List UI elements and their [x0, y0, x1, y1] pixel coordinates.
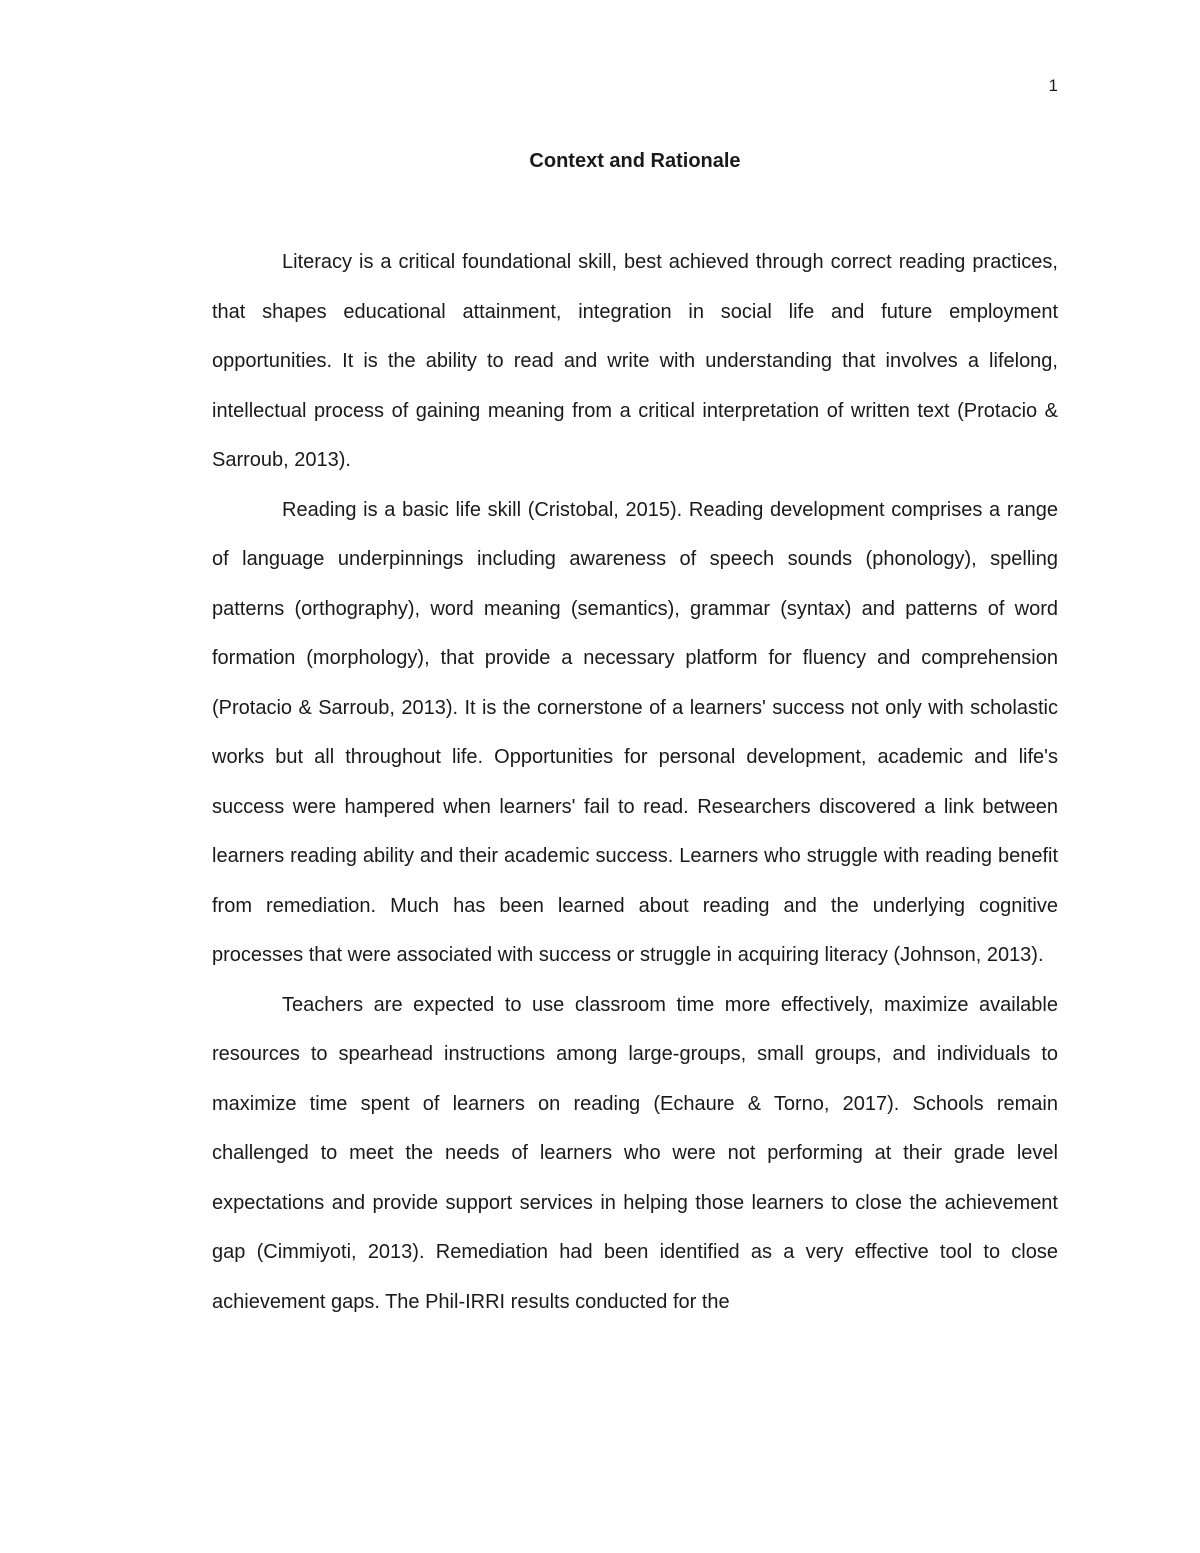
paragraph: Literacy is a critical foundational skill, best achieved through correct reading practices, that shapes educational attainment, integration in social life and future employment opportunities. It is the ability to read and write with understanding that involves a lifelong, intellectual process of gaining meaning from a critical interpretation of written text (Protacio & Sarroub, 2013).	[212, 251, 1058, 471]
page-number: 1	[1048, 76, 1058, 95]
section-heading: Context and Rationale	[529, 150, 741, 172]
paragraph: Teachers are expected to use classroom time more effectively, maximize available resources to spearhead instructions among large-groups, small groups, and individuals to maximize time spent of learners on reading (Echaure & Torno, 2017). Schools remain challenged to meet the needs of learners who were not performing at their grade level expectations and provide support services in helping those learners to close the achievement gap (Cimmiyoti, 2013). Remediation had been identified as a very effective tool to close achievement gaps. The Phil-IRRI results conducted for the	[212, 993, 1058, 1313]
paragraph: Reading is a basic life skill (Cristobal, 2015). Reading development comprises a range of language underpinnings including awareness of speech sounds (phonology), spelling patterns (orthography), word meaning (semantics), grammar (syntax) and patterns of word formation (morphology), that provide a necessary platform for fluency and comprehension (Protacio & Sarroub, 2013). It is the cornerstone of a learners' success not only with scholastic works but all throughout life. Opportunities for personal development, academic and life's success were hampered when learners' fail to read. Researchers discovered a link between learners reading ability and their academic success. Learners who struggle with reading benefit from remediation. Much has been learned about reading and the underlying cognitive processes that were associated with success or struggle in acquiring literacy (Johnson, 2013).	[212, 498, 1058, 966]
body-text	[212, 238, 1058, 1327]
